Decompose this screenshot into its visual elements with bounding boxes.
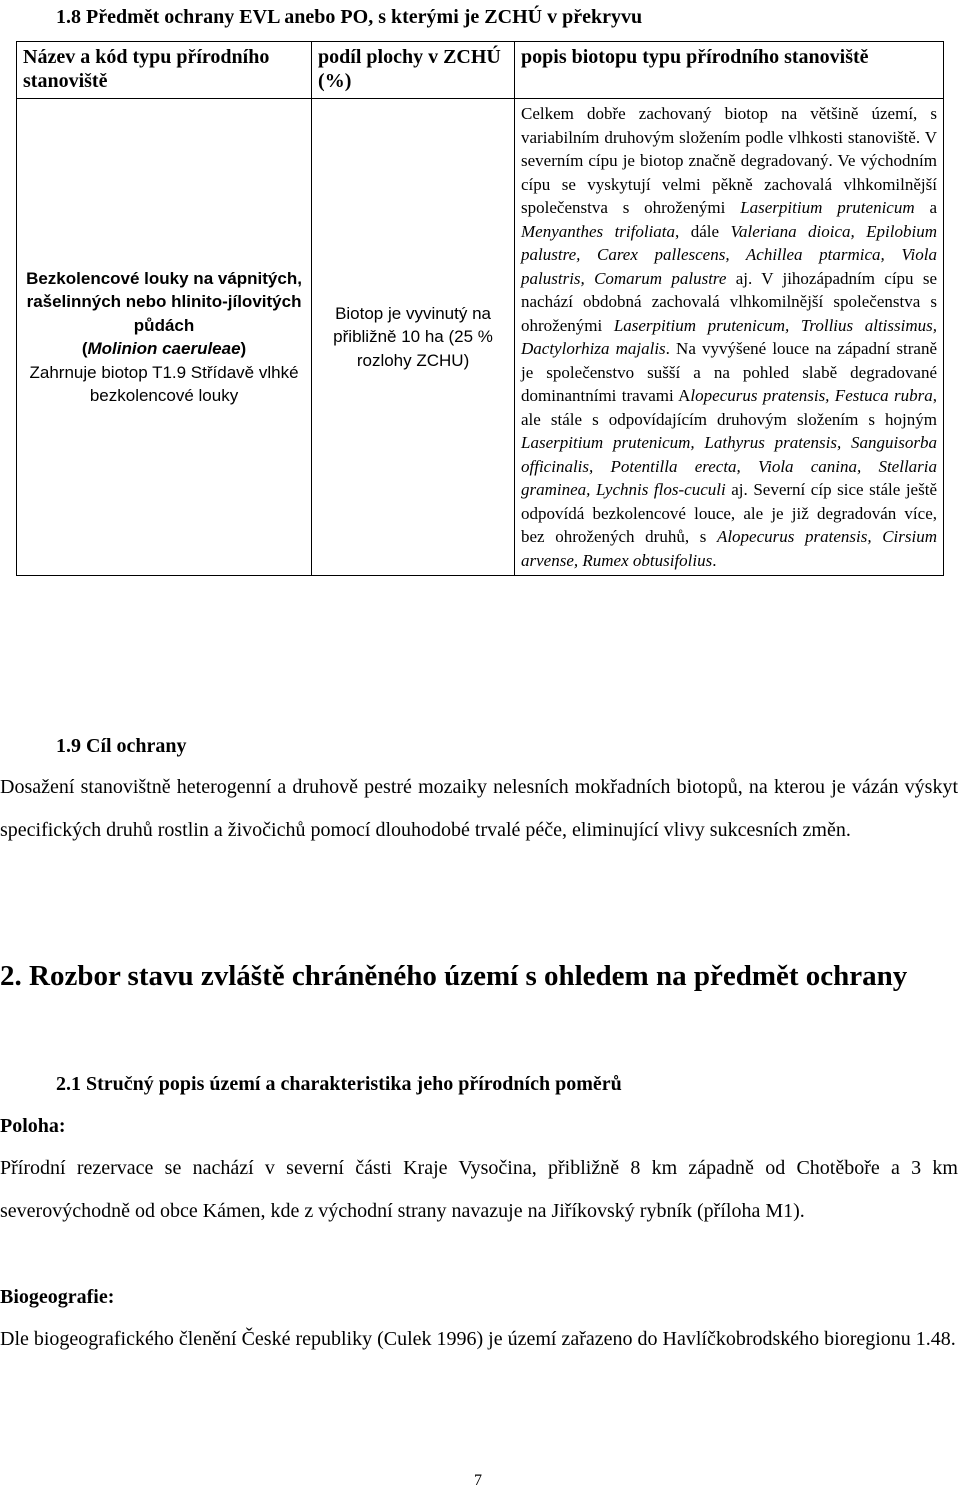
- habitat-includes: Zahrnuje biotop T1.9 Střídavě vlhké bezkolencové louky: [29, 362, 299, 405]
- area-share-cell: [312, 99, 515, 576]
- protection-subject-table: [16, 41, 944, 576]
- section-1-9-text: Dosažení stanovištně heterogenní a druhově pestré mozaiky nelesních mokřadních biotopů, na kterou je vázán výskyt specifických druhů rostlin a živočichů pomocí dlouhodobé trvalé péče, eliminující vlivy sukcesních změn.: [0, 776, 958, 841]
- section-1-9-heading: 1.9 Cíl ochrany: [56, 735, 187, 757]
- table-row: [17, 99, 944, 576]
- habitat-type-code: (Molinion caeruleae): [81, 339, 247, 358]
- header-description: popis biotopu typu přírodního stanoviště: [515, 42, 944, 99]
- page-number: 7: [474, 1472, 482, 1489]
- table-header-row: [17, 42, 944, 99]
- habitat-description-cell: [515, 99, 944, 576]
- section-2-1-heading: 2.1 Stručný popis území a charakteristika jeho přírodních poměrů: [56, 1073, 622, 1095]
- habitat-type-cell: [17, 99, 312, 576]
- habitat-description: Celkem dobře zachovaný biotop na většině území, s variabilním druhovým složením podle vlhkosti stanoviště. V severním cípu je biotop značně degradovaný. Ve východním cípu se vyskytují velmi pěkně zachovalá vlhkomilnější společenstva s ohroženými Laserpitium prutenicum a Menyanthes trifoliata, dále Valeriana dioica, Epilobium palustre, Carex pallescens, Achillea ptarmica, Viola palustris, Comarum palustre aj. V jihozápadním cípu se nachází obdobná zachovalá vlhkomilnější společenstva s ohroženými Laserpitium prutenicum, Trollius altissimus, Dactylorhiza majalis. Na vyvýšené louce na západní straně je společenstvo sušší a na pohled slabě degradované dominantními travami Alopecurus pratensis, Festuca rubra, ale stále s odpovídajícím druhovým složením s hojným Laserpitium prutenicum, Lathyrus pratensis, Sanguisorba officinalis, Potentilla erecta, Viola canina, Stellaria graminea, Lychnis flos-cuculi aj. Severní cíp sice stále ještě odpovídá bezkolencové louce, ale je již degradován více, bez ohrožených druhů, s Alopecurus pratensis, Cirsium arvense, Rumex obtusifolius.: [521, 104, 937, 570]
- section-2-heading: 2. Rozbor stavu zvláště chráněného území s ohledem na předmět ochrany: [0, 960, 908, 992]
- poloha-text: Přírodní rezervace se nachází v severní části Kraje Vysočina, přibližně 8 km západně od Chotěboře a 3 km severovýchodně od obce Kámen, kde z východní strany navazuje na Jiříkovský rybník (příloha M1).: [0, 1157, 958, 1222]
- biogeography-text: Dle biogeografického členění České republiky (Culek 1996) je území zařazeno do Havlíčkobrodského bioregionu 1.48.: [0, 1328, 956, 1350]
- area-share-text: Biotop je vyvinutý na přibližně 10 ha (25 % rozlohy ZCHU): [333, 303, 493, 370]
- section-1-8-heading: 1.8 Předmět ochrany EVL anebo PO, s kterými je ZCHÚ v překryvu: [56, 6, 643, 28]
- header-share: podíl plochy v ZCHÚ (%): [312, 42, 515, 99]
- biogeography-label: Biogeografie:: [0, 1286, 115, 1308]
- habitat-type-name: Bezkolencové louky na vápnitých, rašelinných nebo hlinito-jílovitých půdách: [26, 268, 302, 335]
- header-type-name: Název a kód typu přírodního stanoviště: [17, 42, 312, 99]
- poloha-label: Poloha:: [0, 1115, 66, 1137]
